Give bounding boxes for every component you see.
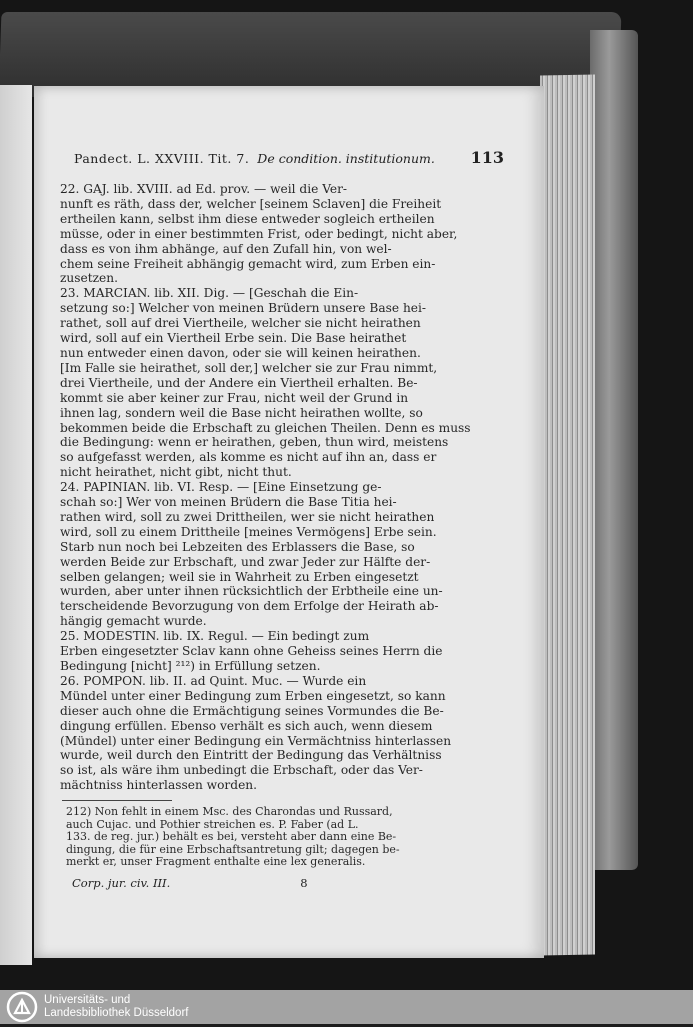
signature-line	[72, 876, 472, 890]
text-line: setzung so:] Welcher von meinen Brüdern unsere Base hei-	[60, 301, 427, 316]
text-line: chem seine Freiheit abhängig gemacht wird, zum Erben ein-	[60, 256, 436, 271]
text-line: hängig gemacht wurde.	[60, 614, 207, 629]
text-line: 23. MARCIAN. lib. XII. Dig. — [Geschah die Ein-	[60, 286, 359, 301]
text-line: [Im Falle sie heirathet, soll der,] welcher sie zur Frau nimmt,	[60, 360, 438, 375]
text-line: Bedingung [nicht] ²¹²) in Erfüllung setzen.	[60, 659, 321, 673]
text-line: wird, soll zu einem Drittheile [meines Vermögens] Erbe sein.	[60, 524, 437, 539]
text-line: die Bedingung: wenn er heirathen, geben, thun wird, meistens	[60, 435, 449, 450]
footnote-line: auch Cujac. und Pothier streichen es. P. Faber (ad L.	[66, 818, 359, 831]
text-line: dingung erfüllen. Ebenso verhält es sich auch, wenn diesem	[60, 718, 433, 733]
text-line: terscheidende Bevorzugung von dem Erfolge der Heirath ab-	[60, 599, 439, 614]
left-page-edge	[0, 85, 32, 965]
text-line: 26. POMPON. lib. II. ad Quint. Muc. — Wurde ein	[60, 673, 367, 688]
text-line: (Mündel) unter einer Bedingung ein Vermächtniss hinterlassen	[60, 733, 452, 748]
text-line: werden Beide zur Erbschaft, und zwar Jeder zur Hälfte der-	[60, 554, 431, 569]
library-footer	[0, 990, 693, 1024]
library-logo-icon[interactable]	[6, 991, 38, 1023]
text-line: schah so:] Wer von meinen Brüdern die Base Titia hei-	[60, 495, 397, 510]
text-line: so ist, als wäre ihm unbedingt die Erbschaft, oder das Ver-	[60, 763, 423, 778]
book-cover-top	[0, 12, 621, 97]
text-line: so aufgefasst werden, als komme es nicht auf ihn an, dass er	[60, 450, 437, 465]
text-line: kommt sie aber keiner zur Frau, nicht weil der Grund in	[60, 390, 409, 405]
text-line: nunft es räth, dass der, welcher [seinem Sclaven] die Freiheit	[60, 196, 442, 211]
text-line: dieser auch ohne die Ermächtigung seines Vormundes die Be-	[60, 703, 444, 718]
page-number: 113	[470, 148, 504, 167]
text-line: 25. MODESTIN. lib. IX. Regul. — Ein bedingt zum	[60, 629, 370, 644]
footnote	[66, 806, 476, 869]
text-line: bekommen beide die Erbschaft zu gleichen Theilen. Denn es muss	[60, 420, 471, 435]
book-page	[34, 86, 544, 958]
text-line: wird, soll auf ein Viertheil Erbe sein. Die Base heirathet	[60, 331, 407, 346]
text-line: Mündel unter einer Bedingung zum Erben eingesetzt, so kann	[60, 688, 446, 703]
text-line: ertheilen kann, selbst ihm diese entweder sogleich ertheilen	[60, 211, 435, 226]
signature-number: 8	[300, 876, 308, 890]
library-name[interactable]	[44, 994, 188, 1020]
page-edges	[540, 75, 595, 956]
footnote-line: dingung, die für eine Erbschaftsantretung gilt; dagegen be-	[66, 843, 400, 856]
footnote-line: 133. de reg. jur.) behält es bei, versteht aber dann eine Be-	[66, 831, 397, 844]
text-line: müsse, oder in einer bestimmten Frist, oder bedingt, nicht aber,	[60, 226, 458, 241]
text-line: dass es von ihm abhänge, auf den Zufall hin, von wel-	[60, 241, 392, 256]
text-line: 24. PAPINIAN. lib. VI. Resp. — [Eine Einsetzung ge-	[60, 480, 382, 495]
text-line: mächtniss hinterlassen worden.	[60, 778, 257, 793]
text-line: wurde, weil durch den Eintritt der Bedingung das Verhältniss	[60, 748, 442, 763]
footnote-line: 212) Non fehlt in einem Msc. des Charondas und Russard,	[66, 806, 393, 818]
text-line: drei Viertheile, und der Andere ein Viertheil erhalten. Be-	[60, 375, 418, 390]
text-line: wurden, aber unter ihnen rücksichtlich der Erbtheile eine un-	[60, 584, 443, 599]
text-line: Erben eingesetzter Sclav kann ohne Geheiss seines Herrn die	[60, 644, 443, 659]
page-header	[74, 148, 504, 167]
footnote-rule	[62, 800, 172, 801]
book-cover-right	[590, 30, 638, 870]
text-line: ihnen lag, sondern weil die Base nicht heirathen wollte, so	[60, 405, 423, 420]
library-name-line1: Universitäts- und	[44, 994, 131, 1006]
text-line: rathet, soll auf drei Viertheile, welcher sie nicht heirathen	[60, 316, 421, 331]
text-line: zusetzen.	[60, 271, 118, 286]
text-line: Starb nun noch bei Lebzeiten des Erblassers die Base, so	[60, 539, 415, 554]
footnote-line: merkt er, unser Fragment enthalte eine lex generalis.	[66, 856, 366, 869]
header-book-reference: Pandect. L. XXVIII. Tit. 7.	[74, 151, 250, 166]
text-line: selben gelangen; weil sie in Wahrheit zu Erben eingesetzt	[60, 569, 419, 584]
library-name-line2: Landesbibliothek Düsseldorf	[44, 1007, 189, 1019]
text-line: 22. GAJ. lib. XVIII. ad Ed. prov. — weil die Ver-	[60, 182, 348, 196]
text-line: rathen wird, soll zu zwei Drittheilen, wer sie nicht heirathen	[60, 509, 435, 524]
text-line: nun entweder einen davon, oder sie will keinen heirathen.	[60, 345, 421, 360]
body-text	[60, 182, 480, 793]
signature-mark: Corp. jur. civ. III.	[72, 876, 171, 890]
header-title: De condition. institutionum.	[257, 151, 435, 166]
text-line: nicht heirathet, nicht gibt, nicht thut.	[60, 465, 292, 480]
